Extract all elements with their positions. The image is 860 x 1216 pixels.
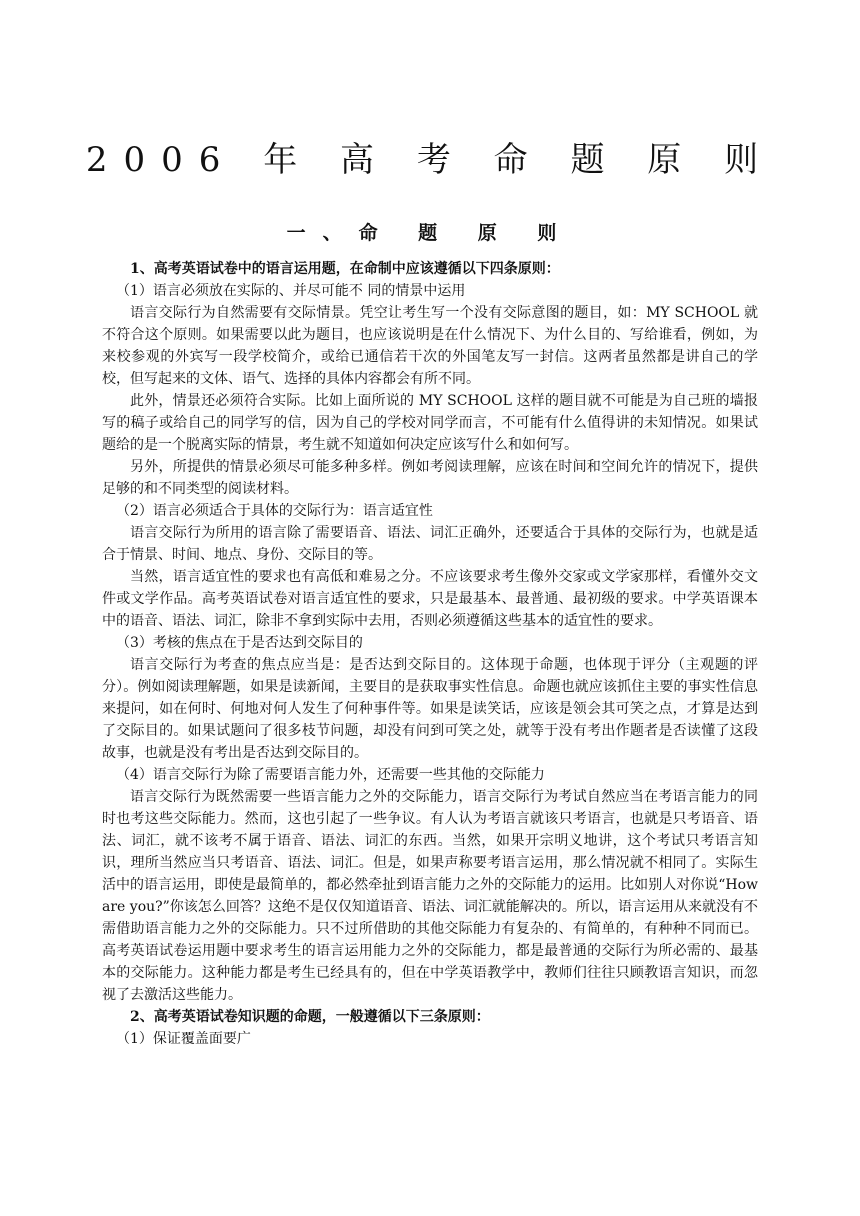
body-paragraph: 当然，语言适宜性的要求也有高低和难易之分。不应该要求考生像外交家或文学家那样，看懂外交文件或文学作品。高考英语试卷对语言适宜性的要求，只是最基本、最普通、最初级的要求。中学英语课本中的语音、语法、词汇，除非不拿到实际中去用，否则必须遵循这些基本的适宜性的要求。 xyxy=(102,569,758,629)
body-paragraph: 语言交际行为既然需要一些语言能力之外的交际能力，语言交际行为考试自然应当在考语言能力的同时也考这些交际能力。然而，这也引起了一些争议。有人认为考语言就该只考语言，也就是只考语音、语法、词汇，就不该考不属于语音、语法、词汇的东西。当然，如果开宗明义地讲，这个考试只考语言知识，理所当然应当只考语音、语法、词汇。但是，如果声称要考语言运用，那么情况就不相同了。实际生活中的语言运用，即使是最简单的，都必然牵扯到语言能力之外的交际能力的运用。比如别人对你说“How are you?”你该怎么回答？这绝不是仅仅知道语音、语法、词汇就能解决的。所以，语言运用从来就没有不需借助语言能力之外的交际能力。只不过所借助的其他交际能力有复杂的、有简单的，有种种不同而已。高考英语试卷运用题中要求考生的语言运用能力之外的交际能力，都是最普通的交际行为所必需的、最基本的交际能力。这种能力都是考生已经具有的，但在中学英语教学中，教师们往往只顾教语言知识，而忽视了去激活这些能力。 xyxy=(102,789,758,1003)
page-title: 2006 年 高 考 命 题 原 则 xyxy=(85,139,775,180)
section-title: 一、命 题 原 则 xyxy=(286,221,574,244)
body-paragraph: 语言交际行为所用的语言除了需要语音、语法、词汇正确外，还要适合于具体的交际行为，也就是适合于情景、时间、地点、身份、交际目的等。 xyxy=(102,525,758,563)
section-heading: 1、高考英语试卷中的语言运用题，在命制中应该遵循以下四条原则： xyxy=(130,261,560,277)
body-paragraph: 语言交际行为自然需要有交际情景。凭空让考生写一个没有交际意图的题目，如：MY SCHOOL 就不符合这个原则。如果需要以此为题目，也应该说明是在什么情况下、为什么目的、写给谁看，例如，为来校参观的外宾写一段学校简介，或给已通信若干次的外国笔友写一封信。这两者虽然都是讲自己的学校，但写起来的文体、语气、选择的具体内容都会有所不同。 xyxy=(102,305,758,387)
principle-heading: （1）语言必须放在实际的、并尽可能不 同的情景中运用 xyxy=(116,283,466,299)
body-paragraph: 语言交际行为考查的焦点应当是：是否达到交际目的。这体现于命题，也体现于评分（主观题的评分）。例如阅读理解题，如果是读新闻，主要目的是获取事实性信息。命题也就应该抓住主要的事实性信息来提问，如在何时、何地对何人发生了何种事件等。如果是读笑话，应该是领会其可笑之点，才算是达到了交际目的。如果试题问了很多枝节问题，却没有问到可笑之处，就等于没有考出作题者是否读懂了这段故事，也就是没有考出是否达到交际目的。 xyxy=(102,657,758,761)
principle-heading: （3）考核的焦点在于是否达到交际目的 xyxy=(116,635,363,651)
principle-heading: （2）语言必须适合于具体的交际行为：语言适宜性 xyxy=(116,503,433,519)
body-paragraph: 此外，情景还必须符合实际。比如上面所说的 MY SCHOOL 这样的题目就不可能是为自己班的墙报写的稿子或给自己的同学写的信，因为自己的学校对同学而言，不可能有什么值得讲的未知情况。如果试题给的是一个脱离实际的情景，考生就不知道如何决定应该写什么和如何写。 xyxy=(102,393,758,453)
body-paragraph: 另外，所提供的情景必须尽可能多种多样。例如考阅读理解，应该在时间和空间允许的情况下，提供足够的和不同类型的阅读材料。 xyxy=(102,459,758,497)
principle-heading: （1）保证覆盖面要广 xyxy=(116,1031,251,1047)
section-heading: 2、高考英语试卷知识题的命题，一般遵循以下三条原则： xyxy=(130,1009,490,1025)
document-body xyxy=(102,258,758,1050)
principle-heading: （4）语言交际行为除了需要语言能力外，还需要一些其他的交际能力 xyxy=(116,767,545,783)
